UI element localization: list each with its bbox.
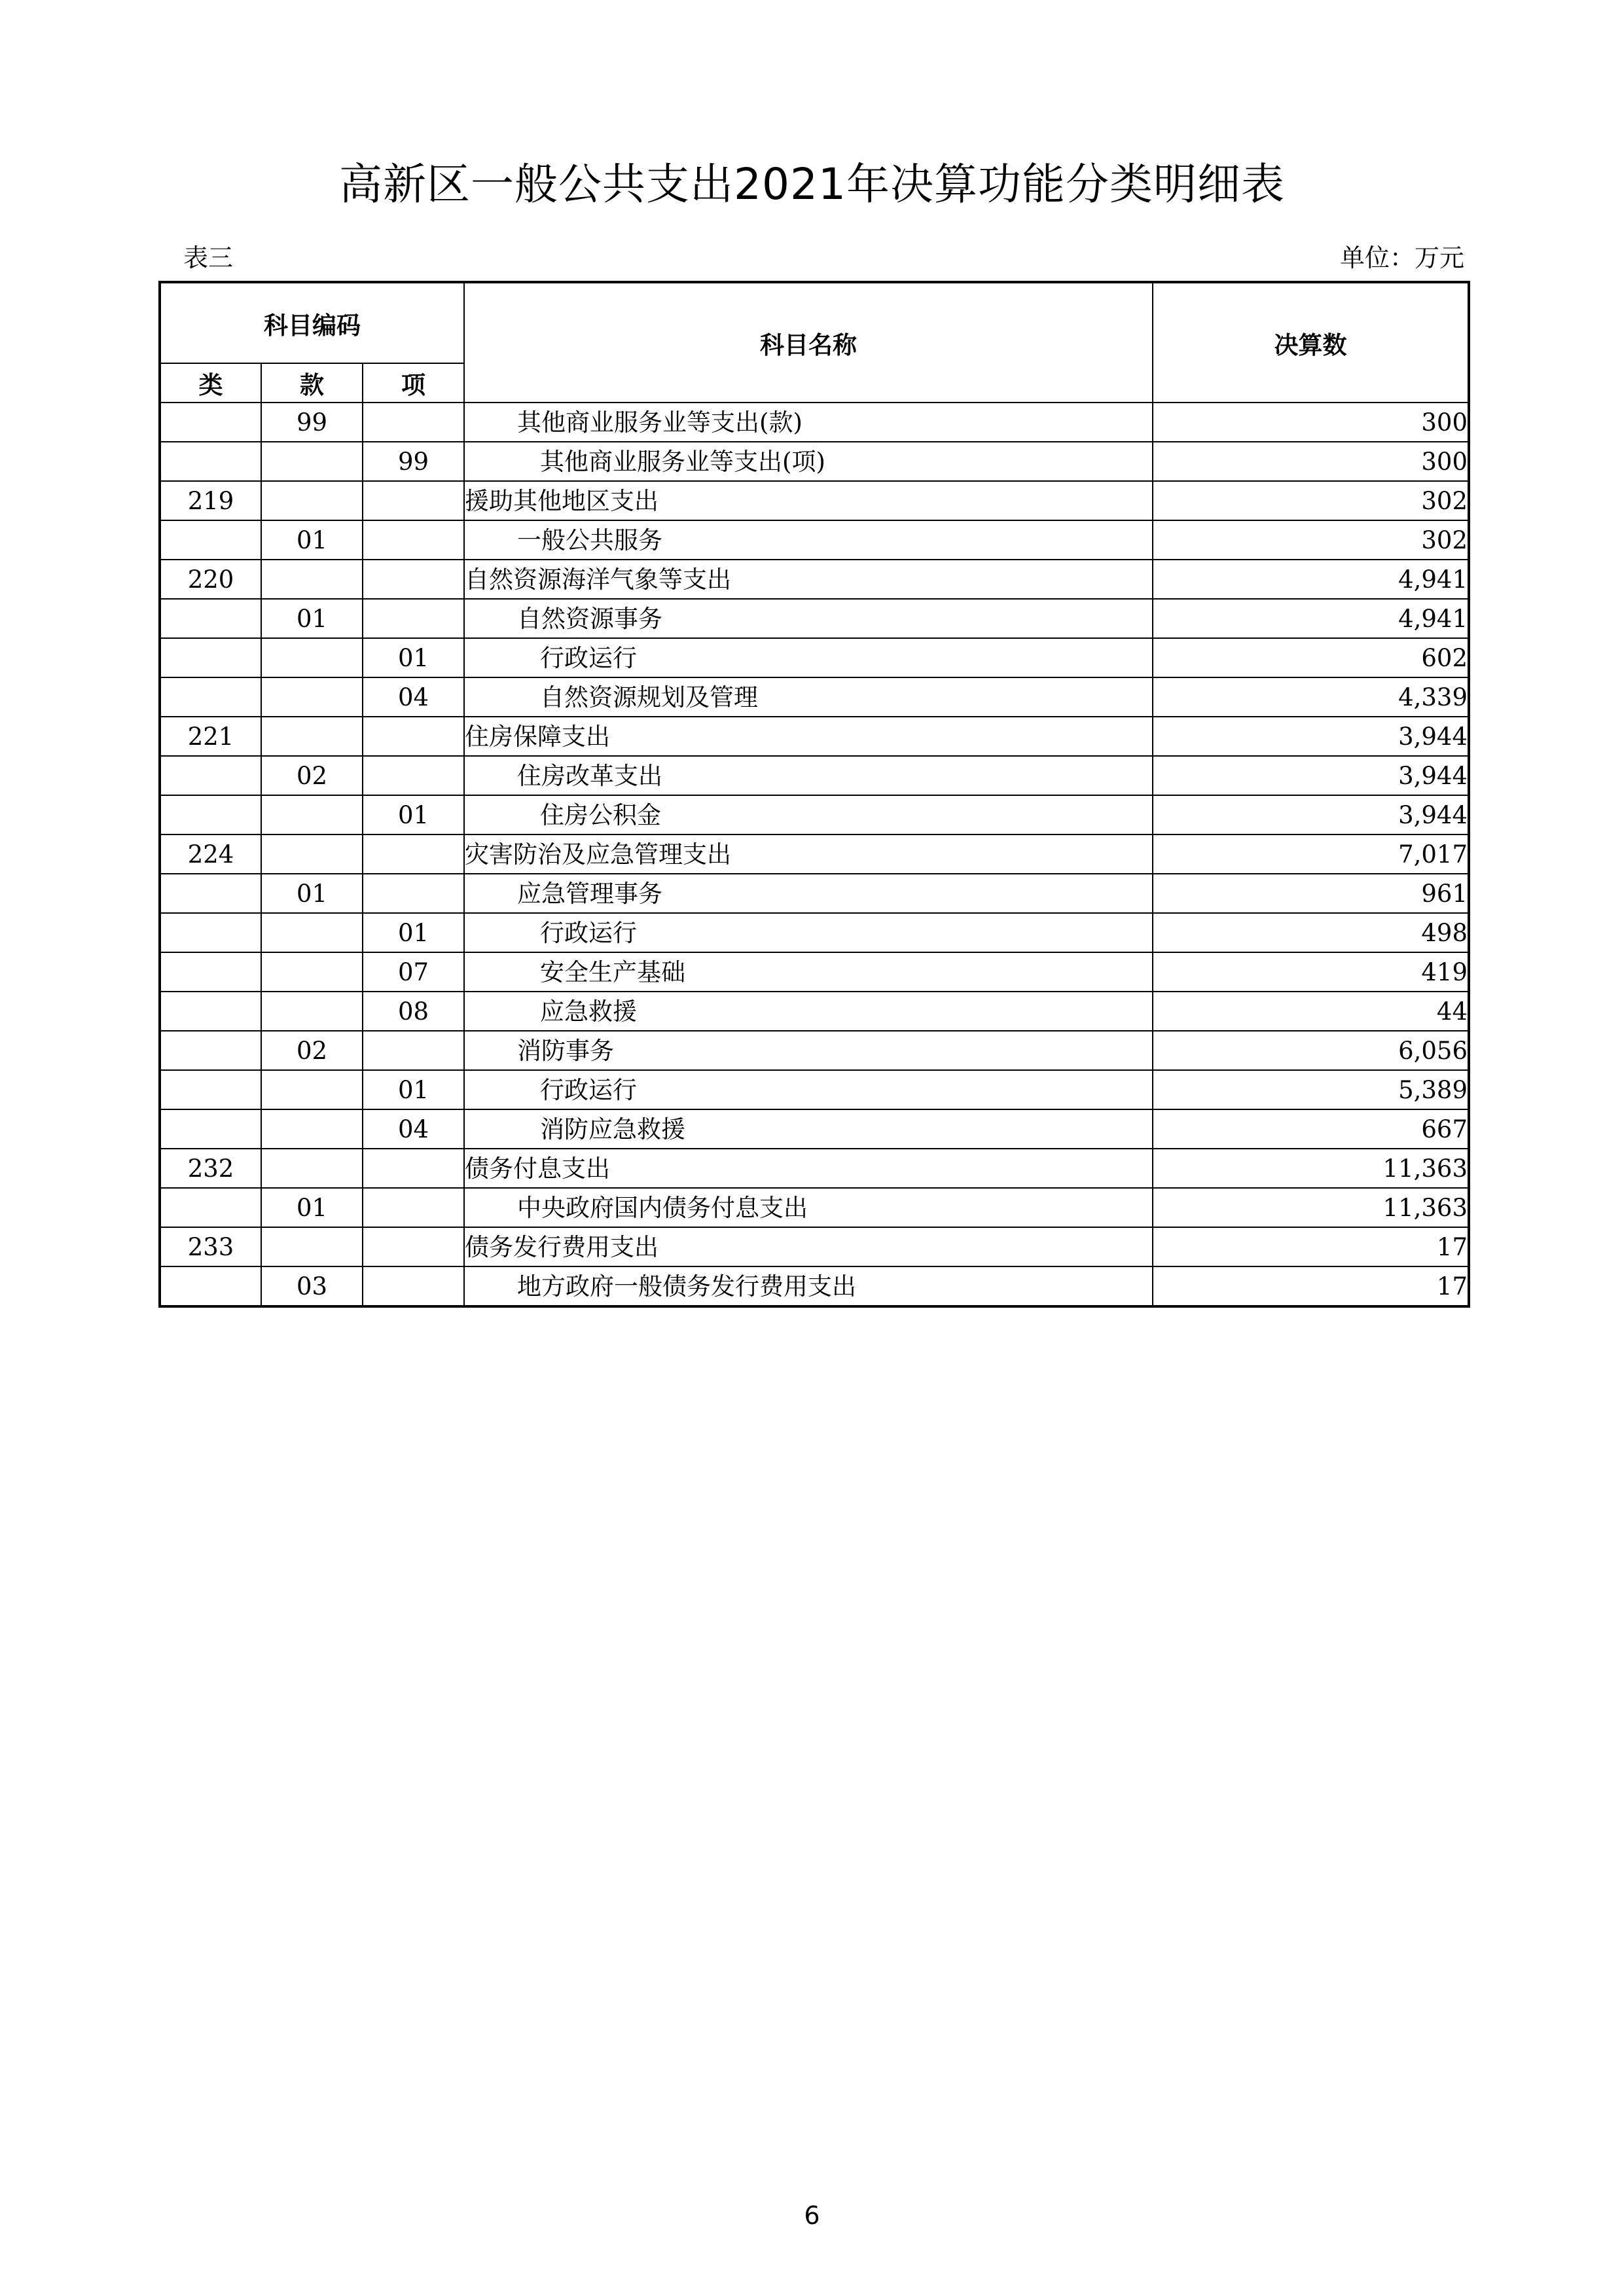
table-row (160, 913, 1469, 952)
cell-lei (160, 913, 261, 952)
cell-kuan (261, 1227, 363, 1266)
table-row (160, 481, 1469, 520)
cell-xiang: 08 (363, 992, 464, 1031)
cell-name: 应急救援 (464, 992, 1153, 1031)
cell-lei (160, 638, 261, 677)
cell-kuan (261, 1149, 363, 1188)
header-amount: 决算数 (1153, 282, 1469, 403)
header-lei: 类 (160, 363, 261, 403)
header-kuan: 款 (261, 363, 363, 403)
cell-kuan: 01 (261, 874, 363, 913)
cell-xiang (363, 1227, 464, 1266)
cell-kuan: 03 (261, 1266, 363, 1306)
cell-kuan (261, 992, 363, 1031)
cell-lei: 224 (160, 834, 261, 874)
cell-amount: 300 (1153, 442, 1469, 481)
cell-kuan (261, 834, 363, 874)
cell-xiang: 99 (363, 442, 464, 481)
cell-amount: 498 (1153, 913, 1469, 952)
cell-kuan (261, 481, 363, 520)
cell-xiang: 01 (363, 1070, 464, 1109)
table-row (160, 1149, 1469, 1188)
cell-xiang (363, 520, 464, 560)
table-row (160, 795, 1469, 834)
table-row (160, 520, 1469, 560)
cell-kuan (261, 717, 363, 756)
cell-name: 住房改革支出 (464, 756, 1153, 795)
cell-amount: 4,941 (1153, 560, 1469, 599)
cell-amount: 17 (1153, 1227, 1469, 1266)
cell-amount: 11,363 (1153, 1188, 1469, 1227)
cell-lei: 221 (160, 717, 261, 756)
cell-amount: 6,056 (1153, 1031, 1469, 1070)
cell-kuan (261, 677, 363, 717)
cell-lei (160, 677, 261, 717)
header-xiang: 项 (363, 363, 464, 403)
cell-lei (160, 874, 261, 913)
table-row (160, 560, 1469, 599)
cell-lei (160, 992, 261, 1031)
table-row (160, 1266, 1469, 1306)
table-row (160, 638, 1469, 677)
cell-name: 其他商业服务业等支出(项) (464, 442, 1153, 481)
header-name: 科目名称 (464, 282, 1153, 403)
table-row (160, 1109, 1469, 1149)
cell-amount: 3,944 (1153, 717, 1469, 756)
table-row (160, 1031, 1469, 1070)
cell-xiang: 04 (363, 677, 464, 717)
cell-amount: 5,389 (1153, 1070, 1469, 1109)
cell-name: 自然资源规划及管理 (464, 677, 1153, 717)
cell-kuan (261, 638, 363, 677)
cell-amount: 44 (1153, 992, 1469, 1031)
table-row (160, 756, 1469, 795)
cell-xiang (363, 756, 464, 795)
cell-kuan: 01 (261, 1188, 363, 1227)
cell-xiang (363, 1266, 464, 1306)
cell-lei: 220 (160, 560, 261, 599)
cell-lei (160, 520, 261, 560)
cell-xiang (363, 1149, 464, 1188)
cell-xiang: 07 (363, 952, 464, 992)
page-number: 6 (804, 2201, 820, 2230)
cell-name: 行政运行 (464, 1070, 1153, 1109)
cell-amount: 3,944 (1153, 795, 1469, 834)
cell-name: 安全生产基础 (464, 952, 1153, 992)
page-title: 高新区一般公共支出2021年决算功能分类明细表 (339, 159, 1285, 209)
cell-lei (160, 952, 261, 992)
cell-amount: 667 (1153, 1109, 1469, 1149)
cell-xiang (363, 481, 464, 520)
cell-amount: 4,941 (1153, 599, 1469, 638)
cell-name: 消防事务 (464, 1031, 1153, 1070)
cell-amount: 300 (1153, 403, 1469, 442)
cell-name: 消防应急救援 (464, 1109, 1153, 1149)
table-row (160, 1070, 1469, 1109)
cell-name: 地方政府一般债务发行费用支出 (464, 1266, 1153, 1306)
cell-lei (160, 756, 261, 795)
cell-kuan (261, 560, 363, 599)
cell-lei (160, 1070, 261, 1109)
cell-amount: 4,339 (1153, 677, 1469, 717)
cell-lei (160, 442, 261, 481)
table-row (160, 403, 1469, 442)
cell-xiang (363, 403, 464, 442)
cell-xiang (363, 874, 464, 913)
cell-xiang: 04 (363, 1109, 464, 1149)
cell-xiang (363, 717, 464, 756)
cell-lei: 219 (160, 481, 261, 520)
cell-xiang: 01 (363, 795, 464, 834)
cell-amount: 961 (1153, 874, 1469, 913)
cell-lei (160, 1031, 261, 1070)
cell-lei (160, 1109, 261, 1149)
cell-name: 中央政府国内债务付息支出 (464, 1188, 1153, 1227)
cell-lei (160, 795, 261, 834)
cell-amount: 419 (1153, 952, 1469, 992)
table-row (160, 992, 1469, 1031)
table-row (160, 717, 1469, 756)
cell-xiang (363, 1031, 464, 1070)
cell-kuan (261, 952, 363, 992)
cell-name: 住房保障支出 (464, 717, 1153, 756)
cell-xiang: 01 (363, 638, 464, 677)
table-row (160, 677, 1469, 717)
cell-name: 债务付息支出 (464, 1149, 1153, 1188)
cell-xiang (363, 599, 464, 638)
cell-name: 住房公积金 (464, 795, 1153, 834)
table-row (160, 834, 1469, 874)
cell-name: 行政运行 (464, 638, 1153, 677)
cell-kuan: 01 (261, 520, 363, 560)
cell-lei (160, 599, 261, 638)
cell-kuan (261, 913, 363, 952)
header-code-group: 科目编码 (160, 282, 464, 363)
cell-amount: 602 (1153, 638, 1469, 677)
cell-name: 援助其他地区支出 (464, 481, 1153, 520)
cell-name: 灾害防治及应急管理支出 (464, 834, 1153, 874)
cell-name: 其他商业服务业等支出(款) (464, 403, 1153, 442)
cell-xiang (363, 1188, 464, 1227)
cell-xiang (363, 834, 464, 874)
cell-lei: 233 (160, 1227, 261, 1266)
cell-lei (160, 1188, 261, 1227)
table-row (160, 1188, 1469, 1227)
table-row (160, 952, 1469, 992)
cell-amount: 7,017 (1153, 834, 1469, 874)
table-label: 表三 (183, 243, 234, 272)
cell-amount: 17 (1153, 1266, 1469, 1306)
cell-xiang: 01 (363, 913, 464, 952)
cell-kuan (261, 795, 363, 834)
table-row (160, 1227, 1469, 1266)
cell-name: 自然资源事务 (464, 599, 1153, 638)
cell-name: 应急管理事务 (464, 874, 1153, 913)
cell-name: 一般公共服务 (464, 520, 1153, 560)
cell-amount: 11,363 (1153, 1149, 1469, 1188)
cell-name: 自然资源海洋气象等支出 (464, 560, 1153, 599)
cell-name: 行政运行 (464, 913, 1153, 952)
cell-kuan: 02 (261, 1031, 363, 1070)
cell-kuan: 01 (261, 599, 363, 638)
table-row (160, 599, 1469, 638)
cell-xiang (363, 560, 464, 599)
cell-kuan: 02 (261, 756, 363, 795)
cell-name: 债务发行费用支出 (464, 1227, 1153, 1266)
table-row (160, 874, 1469, 913)
table-body (160, 403, 1469, 1306)
cell-kuan (261, 442, 363, 481)
cell-lei (160, 1266, 261, 1306)
cell-kuan (261, 1070, 363, 1109)
cell-kuan (261, 1109, 363, 1149)
cell-amount: 302 (1153, 520, 1469, 560)
unit-label: 单位：万元 (1339, 243, 1464, 272)
table-header (160, 282, 1469, 403)
cell-kuan: 99 (261, 403, 363, 442)
budget-table (158, 281, 1470, 1308)
table-row (160, 442, 1469, 481)
cell-amount: 302 (1153, 481, 1469, 520)
cell-lei (160, 403, 261, 442)
cell-amount: 3,944 (1153, 756, 1469, 795)
cell-lei: 232 (160, 1149, 261, 1188)
